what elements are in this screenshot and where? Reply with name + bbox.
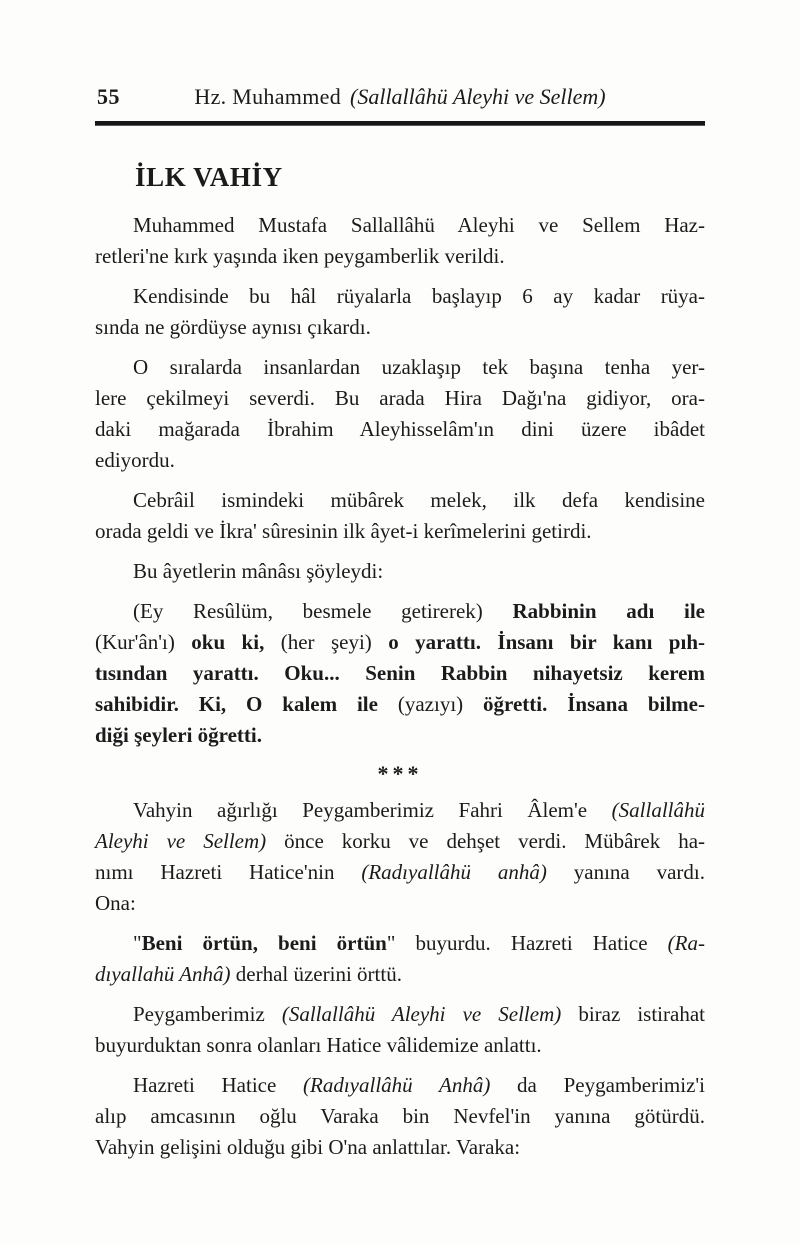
text-line — [95, 857, 705, 888]
italic-text: Aleyhi ve Sellem) — [95, 829, 267, 853]
bold-text: öğretti. İnsana bilme- — [483, 692, 705, 716]
text-run: buyurduktan sonra olanları Hatice vâlidemize anlattı. — [95, 1033, 542, 1057]
text-run: yanına vardı. — [546, 860, 706, 884]
text-line — [95, 1101, 705, 1132]
text-run: biraz istirahat — [561, 1002, 705, 1026]
paragraph — [95, 928, 705, 990]
bold-text: sahibidir. Ki, O kalem ile — [95, 692, 398, 716]
text-run: orada geldi ve İkra' sûresinin ilk âyet-i kerîmelerini getirdi. — [95, 519, 592, 543]
page-header — [95, 84, 705, 114]
bold-text: Rabbinin adı ile — [512, 599, 705, 623]
text-run: sında ne gördüyse aynısı çıkardı. — [95, 315, 371, 339]
text-run: Vahyin ağırlığı Peygamberimiz Fahri Âlem'e — [133, 798, 612, 822]
paragraph — [95, 795, 705, 919]
text-line — [95, 1132, 705, 1163]
paragraph — [95, 352, 705, 476]
text-run: (Kur'ân'ı) — [95, 630, 192, 654]
italic-text: (Sallallâhü — [611, 798, 705, 822]
bold-text: diği şeyleri öğretti. — [95, 723, 262, 747]
paragraph — [95, 596, 705, 751]
text-line — [95, 312, 705, 343]
text-line — [95, 999, 705, 1030]
text-line — [95, 281, 705, 312]
text-run: önce korku ve dehşet verdi. Mübârek ha- — [266, 829, 706, 853]
text-line — [95, 556, 705, 587]
text-run: Kendisinde bu hâl rüyalarla başlayıp 6 ay kadar rüya- — [133, 284, 705, 308]
text-line — [95, 485, 705, 516]
italic-text: (Ra- — [667, 931, 705, 955]
text-line — [95, 959, 705, 990]
paragraph — [95, 1070, 705, 1163]
text-line — [95, 795, 705, 826]
section-heading: İLK VAHİY — [135, 162, 283, 192]
text-line — [95, 720, 705, 751]
text-run: da Peygamberimiz'i — [490, 1073, 706, 1097]
header-title-main: Hz. Muhammed — [194, 84, 341, 109]
text-run: Bu âyetlerin mânâsı şöyleydi: — [133, 559, 384, 583]
paragraph — [95, 485, 705, 547]
text-run: Hazreti Hatice — [133, 1073, 304, 1097]
text-line — [95, 445, 705, 476]
header-rule — [95, 121, 705, 126]
paragraph — [95, 210, 705, 272]
text-run: " buyurdu. Hazreti Hatice — [386, 931, 668, 955]
text-run: nımı Hazreti Hatice'nin — [95, 860, 362, 884]
bold-text: o yarattı. İnsanı bir kanı pıh- — [388, 630, 705, 654]
text-run: Cebrâil ismindeki mübârek melek, ilk defa kendisine — [133, 488, 705, 512]
text-run: Peygamberimiz — [133, 1002, 282, 1026]
text-run: " — [133, 931, 142, 955]
text-line — [95, 1030, 705, 1061]
text-run: derhal üzerini örttü. — [230, 962, 402, 986]
text-run: (her şeyi) — [264, 630, 389, 654]
header-title-honorific: (Sallallâhü Aleyhi ve Sellem) — [350, 84, 606, 109]
text-line — [95, 689, 705, 720]
text-run: daki mağarada İbrahim Aleyhisselâm'ın dini üzere ibâdet — [95, 417, 705, 441]
text-line — [95, 210, 705, 241]
text-run: Vahyin gelişini olduğu gibi O'na anlattılar. Varaka: — [95, 1135, 521, 1159]
section-separator: *** — [377, 761, 423, 786]
text-line — [95, 414, 705, 445]
text-run: ediyordu. — [95, 448, 175, 472]
text-run: retleri'ne kırk yaşında iken peygamberlik verildi. — [95, 244, 505, 268]
text-line — [95, 516, 705, 547]
header-title — [194, 84, 605, 109]
text-run: (yazıyı) — [397, 692, 484, 716]
page-number: 55 — [97, 84, 120, 109]
bold-text: Beni örtün, beni örtün — [141, 931, 387, 955]
text-run: Muhammed Mustafa Sallallâhü Aleyhi ve Sellem Haz- — [133, 213, 705, 237]
text-line — [95, 1070, 705, 1101]
bold-text: oku ki, — [191, 630, 265, 654]
text-line — [95, 627, 705, 658]
italic-text: (Radıyallâhü anhâ) — [361, 860, 547, 884]
text-run: alıp amcasının oğlu Varaka bin Nevfel'in yanına götürdü. — [95, 1104, 705, 1128]
paragraph — [95, 999, 705, 1061]
text-run: Ona: — [95, 891, 136, 915]
italic-text: dıyallahü Anhâ) — [95, 962, 231, 986]
text-run: O sıralarda insanlardan uzaklaşıp tek başına tenha yer- — [133, 355, 705, 379]
text-run: lere çekilmeyi severdi. Bu arada Hira Dağı'na gidiyor, ora- — [95, 386, 705, 410]
text-line — [95, 241, 705, 272]
text-line — [95, 826, 705, 857]
body-text — [95, 210, 705, 1163]
text-line — [95, 383, 705, 414]
text-line — [95, 928, 705, 959]
text-line — [95, 596, 705, 627]
text-line — [95, 888, 705, 919]
italic-text: (Sallallâhü Aleyhi ve Sellem) — [281, 1002, 562, 1026]
text-run: (Ey Resûlüm, besmele getirerek) — [133, 599, 513, 623]
paragraph — [95, 281, 705, 343]
bold-text: tısından yarattı. Oku... Senin Rabbin nihayetsiz kerem — [95, 661, 705, 685]
text-line — [95, 352, 705, 383]
italic-text: (Radıyallâhü Anhâ) — [303, 1073, 491, 1097]
text-line — [95, 658, 705, 689]
paragraph — [95, 556, 705, 587]
